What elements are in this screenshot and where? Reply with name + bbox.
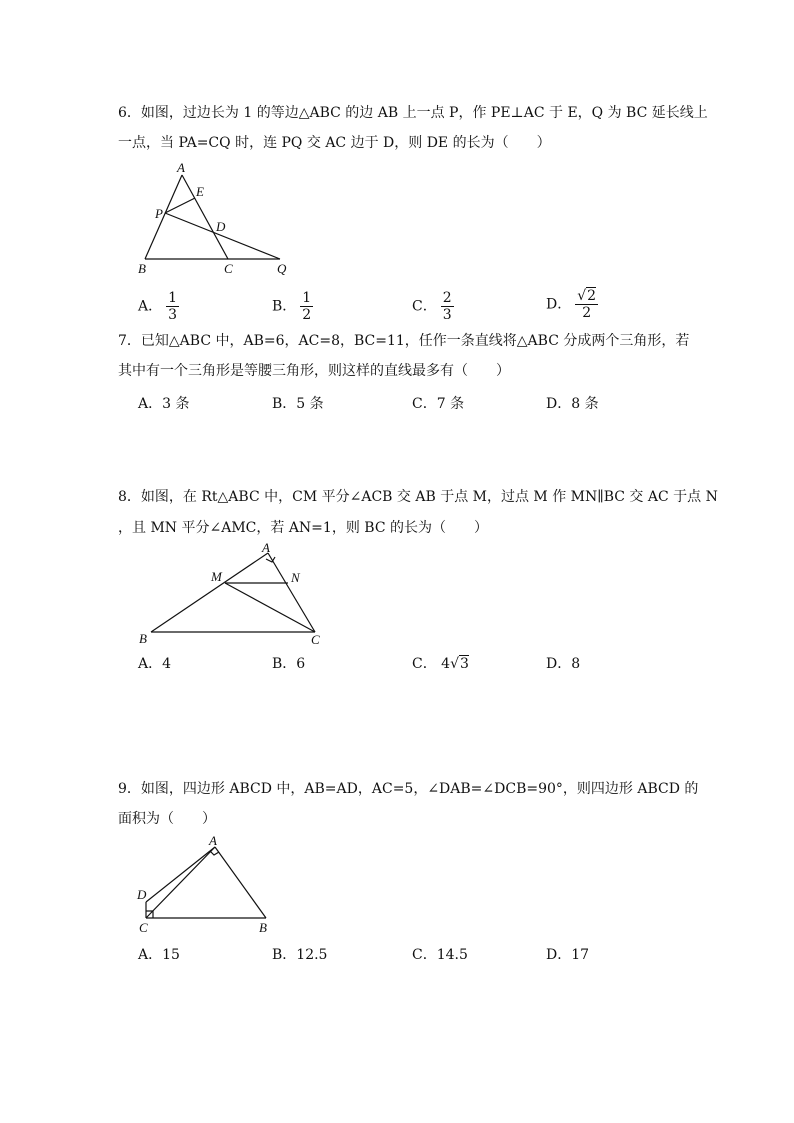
q8-label-m: M (211, 569, 222, 584)
q9-option-d[interactable]: D．17 (546, 947, 590, 963)
q9-label-d: D (137, 887, 147, 902)
q6-label-p: P (155, 206, 163, 221)
q8-segment-mc (225, 583, 315, 632)
q7-option-a[interactable]: A．3 条 (138, 396, 190, 412)
q8-figure (135, 540, 335, 650)
q6-label-a: A (177, 160, 185, 175)
q6-label-b: B (138, 261, 146, 276)
q7-option-b[interactable]: B．5 条 (272, 396, 324, 412)
q9-side-ab (215, 847, 266, 918)
q8-side-ab (151, 553, 268, 632)
q6-option-d[interactable]: D． $\frac{√2}{2}$ (546, 288, 597, 321)
q6-option-a[interactable]: A． $\frac{1}{3}$ (138, 290, 178, 323)
q6-figure (130, 160, 300, 280)
q6-side-ac (182, 175, 228, 259)
q8-option-b[interactable]: B．6 (272, 656, 306, 672)
q9-side-da (146, 847, 215, 902)
q6-label-c: C (224, 261, 233, 276)
q8-option-a[interactable]: A．4 (138, 656, 172, 672)
q9-option-c[interactable]: C．14.5 (412, 947, 468, 963)
q9-diagonal-ac (146, 847, 215, 918)
q9-option-a[interactable]: A．15 (138, 947, 180, 963)
q6-label-e: E (196, 184, 204, 199)
q6-segment-pe (165, 198, 195, 213)
q7-option-c[interactable]: C．7 条 (412, 396, 465, 412)
q9-label-a: A (209, 833, 217, 848)
q8-text-line2: ，且 MN 平分∠AMC，若 AN=1，则 BC 的长为（ ） (118, 520, 488, 536)
q7-text-line2: 其中有一个三角形是等腰三角形，则这样的直线最多有（ ） (118, 363, 510, 379)
q8-option-d[interactable]: D．8 (546, 656, 581, 672)
q6-text-line2: 一点，当 PA=CQ 时，连 PQ 交 AC 边于 D，则 DE 的长为（ ） (118, 135, 551, 151)
q9-text-line1: 9．如图，四边形 ABCD 中，AB=AD，AC=5，∠DAB=∠DCB=90°，则四边形 ABCD 的 (118, 781, 699, 797)
q9-option-b[interactable]: B．12.5 (272, 947, 328, 963)
q6-text-line1: 6．如图，过边长为 1 的等边△ABC 的边 AB 上一点 P，作 PE⊥AC 于 E，Q 为 BC 延长线上 (118, 105, 708, 121)
q9-figure (135, 832, 285, 942)
q6-label-q: Q (277, 261, 287, 276)
q9-text-line2: 面积为（ ） (118, 811, 216, 827)
q6-option-c[interactable]: C． $\frac{2}{3}$ (412, 290, 452, 323)
q8-label-a: A (262, 540, 270, 555)
q8-label-c: C (311, 632, 320, 647)
q8-label-n: N (291, 570, 300, 585)
q9-label-b: B (259, 920, 267, 935)
q8-side-ac (268, 553, 315, 632)
q8-label-b: B (139, 631, 147, 646)
q7-option-d[interactable]: D．8 条 (546, 396, 599, 412)
q6-label-d: D (216, 219, 226, 234)
q6-option-b[interactable]: B． $\frac{1}{2}$ (272, 290, 312, 323)
q8-option-c[interactable]: C． 4√3 (412, 656, 469, 672)
q9-label-c: C (139, 920, 148, 935)
q8-text-line1: 8．如图，在 Rt△ABC 中，CM 平分∠ACB 交 AB 于点 M，过点 M 作 MN∥BC 交 AC 于点 N (118, 489, 718, 505)
q7-text-line1: 7．已知△ABC 中，AB=6，AC=8，BC=11，任作一条直线将△ABC 分成两个三角形，若 (118, 333, 690, 349)
